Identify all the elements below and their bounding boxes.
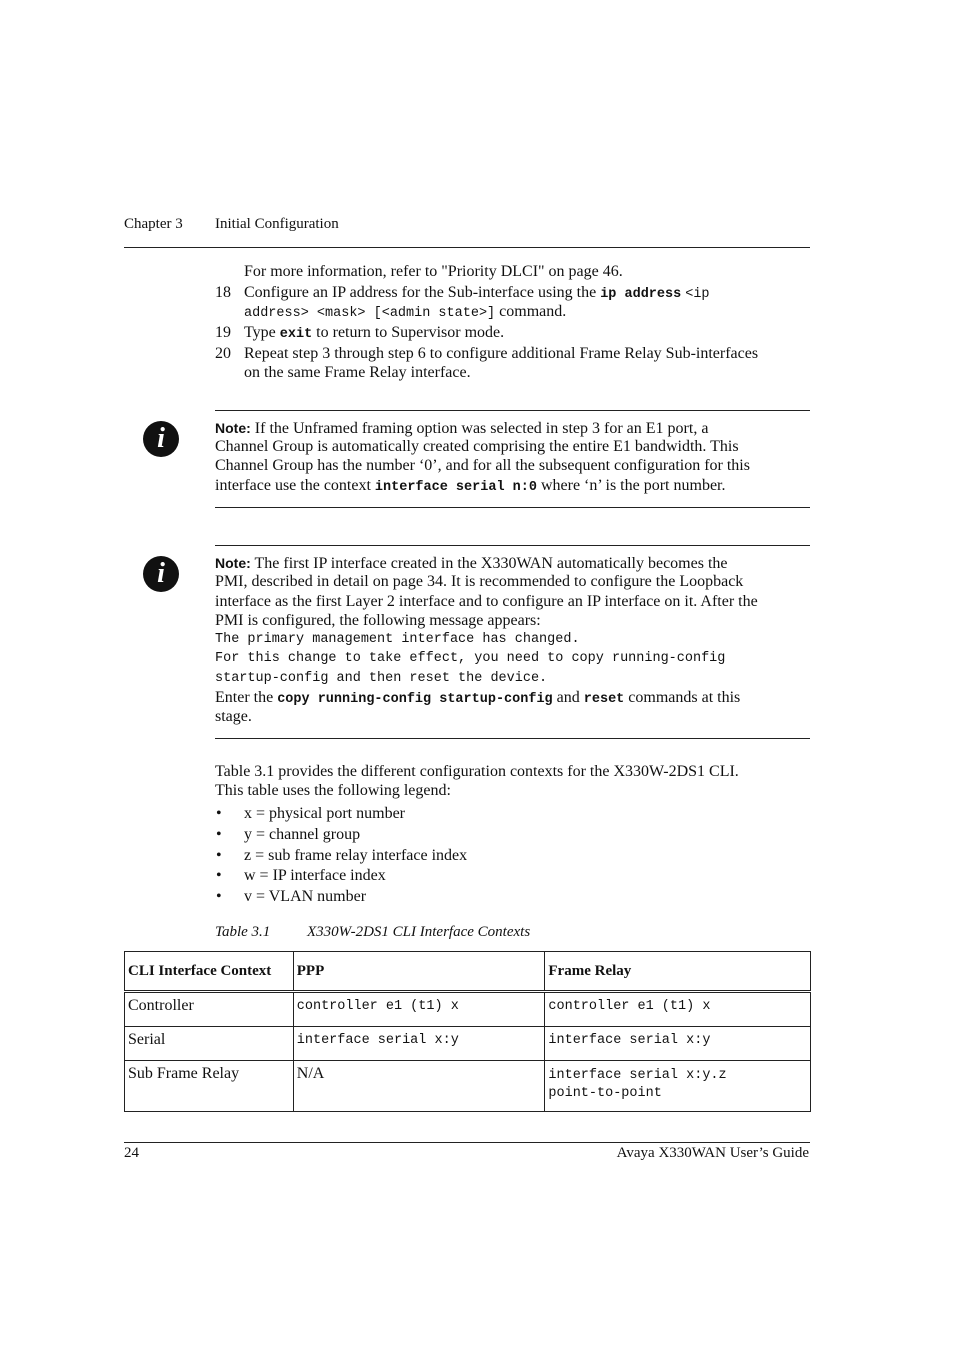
note1-line1 bbox=[215, 418, 708, 439]
table-header-row bbox=[125, 952, 811, 992]
table-cell-frame-relay-line1: interface serial x:y.z bbox=[548, 1068, 727, 1083]
note2-message-line2: For this change to take effect, you need to copy running-config bbox=[215, 651, 726, 666]
step-18-args1: <ip bbox=[685, 287, 710, 302]
table-cell-context: Controller bbox=[125, 992, 294, 1027]
table-caption-number: Table 3.1 bbox=[215, 924, 271, 940]
note2-message-line3: startup-config and then reset the device. bbox=[215, 671, 548, 686]
note2-enter-pre: Enter the bbox=[215, 689, 274, 706]
guide-title: Avaya X330WAN User’s Guide bbox=[616, 1145, 809, 1161]
table-cell-ppp: controller e1 (t1) x bbox=[293, 992, 545, 1027]
step-intro: For more information, refer to "Priority DLCI" on page 46. bbox=[244, 263, 623, 280]
bullet-icon: • bbox=[216, 888, 222, 905]
table-row bbox=[125, 992, 811, 1027]
step-19-line bbox=[244, 323, 504, 345]
note2-enter-and: and bbox=[556, 689, 580, 706]
step-19-number: 19 bbox=[215, 324, 231, 341]
note2-last-line: stage. bbox=[215, 708, 252, 725]
step-19-post: to return to Supervisor mode. bbox=[316, 324, 505, 341]
table-row bbox=[125, 1027, 811, 1061]
table-cell-ppp: interface serial x:y bbox=[293, 1027, 545, 1061]
step-19-pre: Type bbox=[244, 324, 276, 341]
table-cell-frame-relay: controller e1 (t1) x bbox=[545, 992, 811, 1027]
table-row bbox=[125, 1061, 811, 1112]
step-18-args2: address> <mask> [<admin state>] bbox=[244, 306, 496, 321]
info-icon: i bbox=[143, 556, 179, 592]
step-18-text: Configure an IP address for the Sub-interface using the bbox=[244, 284, 597, 301]
table-caption-title: X330W-2DS1 CLI Interface Contexts bbox=[307, 924, 531, 940]
legend-item: z = sub frame relay interface index bbox=[244, 847, 468, 864]
note2-label: Note: bbox=[215, 555, 251, 571]
header-rule bbox=[124, 247, 810, 248]
note1-line4-pre: interface use the context bbox=[215, 477, 371, 494]
note2-text1: The first IP interface created in the X330WAN automatically becomes the bbox=[254, 555, 728, 572]
note1-bottom-rule bbox=[215, 507, 810, 508]
bullet-icon: • bbox=[216, 847, 222, 864]
step-18-tail: command. bbox=[499, 303, 567, 320]
body-paragraph-line1: Table 3.1 provides the different configuration contexts for the X330W-2DS1 CLI. bbox=[215, 763, 739, 780]
note1-label: Note: bbox=[215, 420, 251, 436]
footer-rule bbox=[124, 1142, 810, 1143]
note2-enter-line bbox=[215, 688, 740, 710]
table-header-ppp: PPP bbox=[293, 952, 545, 992]
step-20-line1: Repeat step 3 through step 6 to configure additional Frame Relay Sub-interfaces bbox=[244, 345, 759, 362]
note1-line2: Channel Group is automatically created comprising the entire E1 bandwidth. This bbox=[215, 438, 739, 455]
table-cell-context: Sub Frame Relay bbox=[125, 1061, 294, 1112]
note2-message-line1: The primary management interface has changed. bbox=[215, 632, 580, 647]
note1-context-command: interface serial n:0 bbox=[374, 480, 537, 495]
note1-text1: If the Unframed framing option was selected in step 3 for an E1 port, a bbox=[254, 420, 709, 437]
interface-contexts-table bbox=[124, 951, 811, 1112]
legend-item: w = IP interface index bbox=[244, 867, 386, 884]
step-20-number: 20 bbox=[215, 345, 231, 362]
chapter-title: Initial Configuration bbox=[215, 216, 339, 232]
bullet-icon: • bbox=[216, 805, 222, 822]
table-header-frame-relay: Frame Relay bbox=[545, 952, 811, 992]
step-20-line2: on the same Frame Relay interface. bbox=[244, 364, 471, 381]
table-cell-ppp: N/A bbox=[293, 1061, 545, 1112]
note2-top-rule bbox=[215, 545, 810, 546]
note2-bottom-rule bbox=[215, 738, 810, 739]
table-header-context: CLI Interface Context bbox=[125, 952, 294, 992]
note2-copy-command: copy running-config startup-config bbox=[277, 692, 553, 707]
step-18-number: 18 bbox=[215, 284, 231, 301]
note1-line4-post: where ‘n’ is the port number. bbox=[540, 477, 726, 494]
step-19-command: exit bbox=[279, 327, 313, 342]
bullet-icon: • bbox=[216, 867, 222, 884]
note2-enter-post: commands at this bbox=[628, 689, 741, 706]
note2-line4: PMI is configured, the following message appears: bbox=[215, 612, 541, 629]
body-paragraph-line2: This table uses the following legend: bbox=[215, 782, 451, 799]
page-number: 24 bbox=[124, 1145, 139, 1161]
legend-item: y = channel group bbox=[244, 826, 361, 843]
bullet-icon: • bbox=[216, 826, 222, 843]
table-cell-frame-relay: interface serial x:y bbox=[545, 1027, 811, 1061]
note2-line2: PMI, described in detail on page 34. It is recommended to configure the Loopback bbox=[215, 573, 744, 590]
table-cell-frame-relay-line2: point-to-point bbox=[548, 1086, 662, 1101]
legend-item: v = VLAN number bbox=[244, 888, 367, 905]
note1-top-rule bbox=[215, 410, 810, 411]
legend-item: x = physical port number bbox=[244, 805, 405, 822]
step-18-line2 bbox=[244, 302, 566, 324]
note1-line4 bbox=[215, 476, 726, 498]
chapter-label: Chapter 3 bbox=[124, 216, 183, 232]
table-cell-frame-relay bbox=[545, 1061, 811, 1112]
note2-reset-command: reset bbox=[583, 692, 625, 707]
step-18-command: ip address bbox=[600, 287, 682, 302]
note2-line1 bbox=[215, 553, 728, 574]
table-cell-context: Serial bbox=[125, 1027, 294, 1061]
note1-line3: Channel Group has the number ‘0’, and for all the subsequent configuration for this bbox=[215, 457, 750, 474]
info-icon: i bbox=[143, 421, 179, 457]
note2-line3: interface as the first Layer 2 interface and to configure an IP interface on it. After the bbox=[215, 593, 758, 610]
